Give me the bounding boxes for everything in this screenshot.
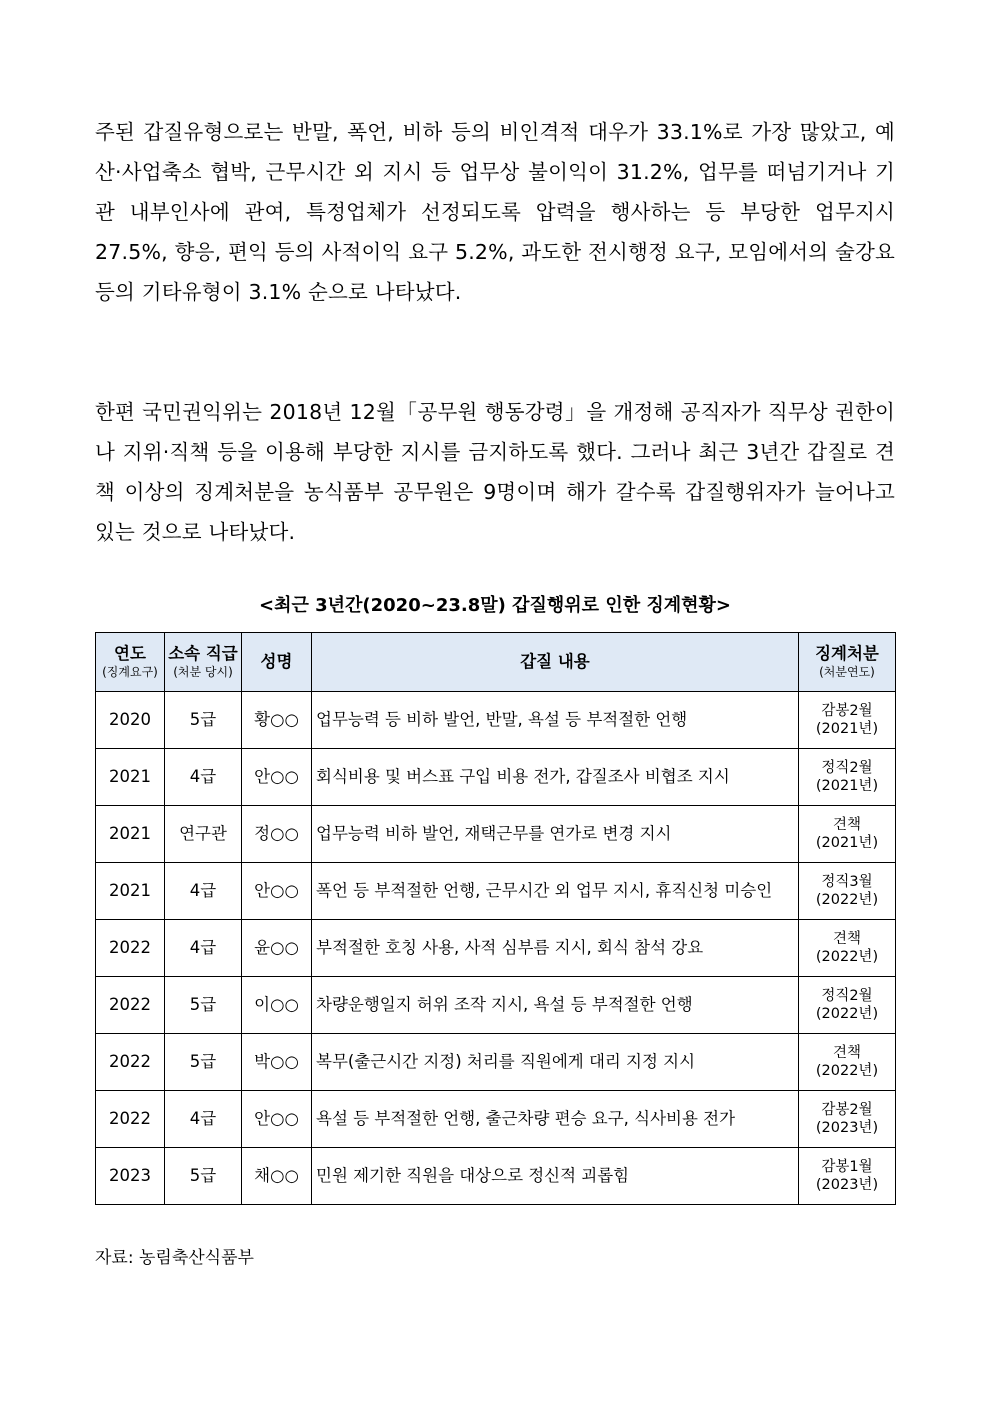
cell-year: 2023 [96,1148,165,1205]
cell-name: 안○○ [242,863,312,920]
cell-content: 업무능력 비하 발언, 재택근무를 연가로 변경 지시 [312,806,799,863]
disposition-year: (2022년) [815,949,879,965]
cell-disposition [799,920,896,977]
cell-name: 정○○ [242,806,312,863]
cell-name: 안○○ [242,1091,312,1148]
table-row [96,692,896,749]
disposition-year: (2022년) [815,892,879,908]
table-body [96,692,896,1205]
cell-content: 차량운행일지 허위 조작 지시, 욕설 등 부적절한 언행 [312,977,799,1034]
cell-rank: 4급 [165,749,242,806]
cell-content: 욕설 등 부적절한 언행, 출근차량 편승 요구, 식사비용 전가 [312,1091,799,1148]
cell-year: 2020 [96,692,165,749]
cell-content: 복무(출근시간 지정) 처리를 직원에게 대리 지정 지시 [312,1034,799,1091]
source-note: 자료: 농림축산식품부 [95,1248,254,1268]
table-row [96,1091,896,1148]
cell-disposition [799,806,896,863]
cell-disposition [799,692,896,749]
cell-content: 폭언 등 부적절한 언행, 근무시간 외 업무 지시, 휴직신청 미승인 [312,863,799,920]
disposition-type: 견책 [832,817,861,833]
cell-year: 2022 [96,1091,165,1148]
disposition-type: 정직2월 [821,988,873,1004]
cell-name: 이○○ [242,977,312,1034]
cell-name: 황○○ [242,692,312,749]
cell-rank: 5급 [165,1148,242,1205]
cell-name: 채○○ [242,1148,312,1205]
cell-name: 박○○ [242,1034,312,1091]
cell-year: 2021 [96,749,165,806]
table-row [96,920,896,977]
table-row [96,863,896,920]
cell-disposition [799,1091,896,1148]
cell-rank: 4급 [165,1091,242,1148]
table-row [96,1034,896,1091]
disposition-type: 견책 [832,1045,861,1061]
disposition-type: 견책 [832,931,861,947]
cell-year: 2022 [96,977,165,1034]
cell-disposition [799,749,896,806]
header-disposition: 징계처분 (처분연도) [799,633,896,692]
disposition-year: (2022년) [815,1063,879,1079]
disposition-year: (2023년) [815,1120,879,1136]
disposition-year: (2023년) [815,1177,879,1193]
paragraph-code-of-conduct: 한편 국민권익위는 2018년 12월「공무원 행동강령」을 개정해 공직자가 직무상 권한이나 지위·직책 등을 이용해 부당한 지시를 금지하도록 했다. 그러나 최근 3년간 갑질로 견책 이상의 징계처분을 농식품부 공무원은 9명이며 해가 갈수록 갑질행위자가 늘어나고 있는 것으로 나타났다. [95,400,895,544]
cell-year: 2021 [96,863,165,920]
cell-rank: 5급 [165,692,242,749]
table-header-row [96,633,896,692]
paragraph-abuse-types: 주된 갑질유형으로는 반말, 폭언, 비하 등의 비인격적 대우가 33.1%로 가장 많았고, 예산·사업축소 협박, 근무시간 외 지시 등 업무상 불이익이 31.2%, 업무를 떠넘기거나 기관 내부인사에 관여, 특정업체가 선정되도록 압력을 행사하는 등 부당한 업무지시 27.5%, 향응, 편익 등의 사적이익 요구 5.2%, 과도한 전시행정 요구, 모임에서의 술강요 등의 기타유형이 3.1% 순으로 나타났다. [95,120,895,304]
cell-year: 2022 [96,920,165,977]
disposition-type: 감봉1월 [821,1159,873,1175]
disciplinary-table [95,632,896,1205]
header-content: 갑질 내용 [312,633,799,692]
header-name: 성명 [242,633,312,692]
disposition-year: (2021년) [815,721,879,737]
cell-disposition [799,1034,896,1091]
table-row [96,806,896,863]
cell-content: 민원 제기한 직원을 대상으로 정신적 괴롭힘 [312,1148,799,1205]
cell-rank: 연구관 [165,806,242,863]
cell-rank: 4급 [165,920,242,977]
cell-content: 업무능력 등 비하 발언, 반말, 욕설 등 부적절한 언행 [312,692,799,749]
cell-name: 안○○ [242,749,312,806]
cell-content: 부적절한 호칭 사용, 사적 심부름 지시, 회식 참석 강요 [312,920,799,977]
cell-rank: 5급 [165,1034,242,1091]
disposition-year: (2021년) [815,778,879,794]
cell-content: 회식비용 및 버스표 구입 비용 전가, 갑질조사 비협조 지시 [312,749,799,806]
table-row [96,749,896,806]
cell-year: 2022 [96,1034,165,1091]
disposition-year: (2021년) [815,835,879,851]
cell-disposition [799,977,896,1034]
disposition-type: 감봉2월 [821,1102,873,1118]
cell-rank: 4급 [165,863,242,920]
disposition-year: (2022년) [815,1006,879,1022]
cell-year: 2021 [96,806,165,863]
cell-rank: 5급 [165,977,242,1034]
header-rank: 소속 직급 (처분 당시) [165,633,242,692]
cell-disposition [799,863,896,920]
table-row [96,1148,896,1205]
table-row [96,977,896,1034]
cell-name: 윤○○ [242,920,312,977]
disposition-type: 정직3월 [821,874,873,890]
table-caption: <최근 3년간(2020~23.8말) 갑질행위로 인한 징계현황> [258,595,731,616]
disposition-type: 정직2월 [821,760,873,776]
disposition-type: 감봉2월 [821,703,873,719]
cell-disposition [799,1148,896,1205]
header-year: 연도 (징계요구) [96,633,165,692]
